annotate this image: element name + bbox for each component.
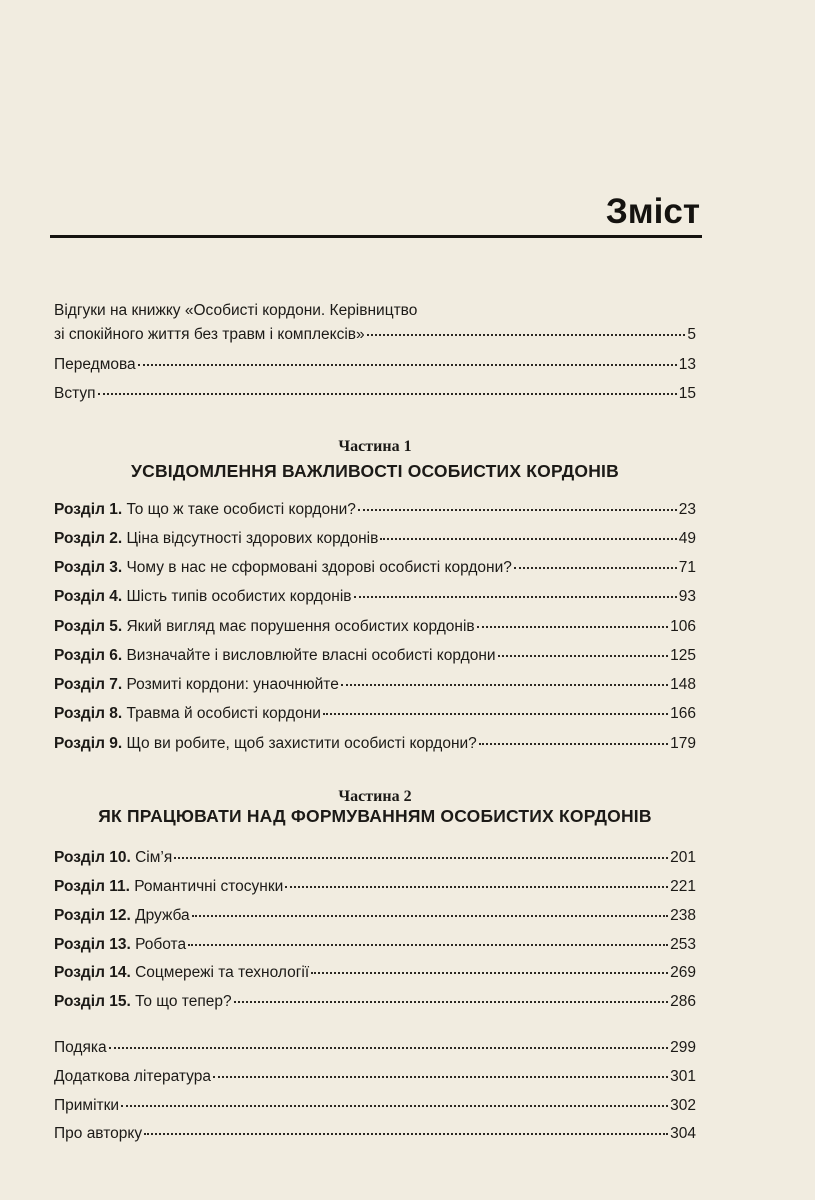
toc-page-number: 286 — [670, 993, 696, 1010]
toc-page-number: 71 — [678, 559, 696, 576]
toc-page-number: 166 — [670, 705, 696, 722]
page-title: Зміст — [605, 192, 700, 231]
dot-leader — [367, 333, 686, 336]
chapter-number: Розділ 5. — [54, 618, 123, 635]
chapter-title: Ціна відсутності здорових кордонів — [126, 530, 379, 547]
toc-page-number: 253 — [670, 936, 696, 953]
chapter-title: Чому в нас не сформовані здорові особисті кордони? — [126, 559, 512, 576]
chapter-number: Розділ 13. — [54, 936, 131, 953]
toc-entry-title: Примітки — [54, 1097, 120, 1114]
dot-leader — [285, 885, 668, 888]
chapter-number: Розділ 14. — [54, 964, 131, 981]
toc-entry-title: Про авторку — [54, 1125, 143, 1142]
dot-leader — [358, 508, 677, 511]
dot-leader — [479, 742, 668, 745]
dot-leader — [121, 1104, 668, 1107]
chapter-number: Розділ 9. — [54, 735, 123, 752]
toc-page-number: 125 — [670, 647, 696, 664]
toc-page-number: 221 — [670, 878, 696, 895]
dot-leader — [213, 1075, 668, 1078]
chapter-number: Розділ 11. — [54, 878, 130, 895]
toc-entry-introduction[interactable] — [54, 384, 696, 404]
chapter-title: Робота — [135, 936, 187, 953]
toc-page-number: 302 — [670, 1097, 696, 1114]
toc-page-number: 238 — [670, 907, 696, 924]
toc-page-number: 15 — [678, 385, 696, 402]
chapter-number: Розділ 12. — [54, 907, 131, 924]
toc-entry-title: Вступ — [54, 385, 96, 402]
part1-label: Частина 1 — [338, 438, 412, 455]
toc-page-number: 5 — [687, 326, 696, 343]
toc-page-number: 148 — [670, 676, 696, 693]
toc-page-number: 13 — [678, 356, 696, 373]
chapter-title: То що тепер? — [135, 993, 232, 1010]
dot-leader — [323, 712, 668, 715]
chapter-title: Шість типів особистих кордонів — [126, 588, 352, 605]
toc-entry-reviews[interactable] — [54, 325, 696, 345]
toc-entry-chapter-12[interactable] — [54, 906, 696, 926]
toc-page-number: 201 — [670, 849, 696, 866]
toc-page-number: 299 — [670, 1039, 696, 1056]
toc-page-number: 93 — [678, 588, 696, 605]
toc-entry-chapter-6[interactable] — [54, 646, 696, 666]
toc-entry-title: Передмова — [54, 356, 136, 373]
toc-entry-chapter-7[interactable] — [54, 675, 696, 695]
toc-entry-title: Додаткова література — [54, 1068, 211, 1085]
chapter-number: Розділ 6. — [54, 647, 123, 664]
toc-entry-chapter-5[interactable] — [54, 617, 696, 637]
chapter-title: Романтичні стосунки — [134, 878, 284, 895]
toc-page-number: 301 — [670, 1068, 696, 1085]
dot-leader — [514, 566, 677, 569]
dot-leader — [380, 537, 676, 540]
part2-title: ЯК ПРАЦЮВАТИ НАД ФОРМУВАННЯМ ОСОБИСТИХ КОРДОНІВ — [98, 806, 652, 826]
toc-page-number: 269 — [670, 964, 696, 981]
toc-page-number: 106 — [670, 618, 696, 635]
part2-label: Частина 2 — [338, 788, 412, 805]
chapter-title: Що ви робите, щоб захистити особисті кордони? — [126, 735, 477, 752]
dot-leader — [234, 1000, 669, 1003]
toc-entry-chapter-14[interactable] — [54, 963, 696, 983]
toc-entry-chapter-11[interactable] — [54, 877, 696, 897]
toc-entry-about-author[interactable] — [54, 1124, 696, 1144]
toc-entry-chapter-9[interactable] — [54, 734, 696, 754]
toc-entry-chapter-13[interactable] — [54, 935, 696, 955]
chapter-title: Розмиті кордони: унаочнюйте — [126, 676, 339, 693]
toc-entry-chapter-3[interactable] — [54, 558, 696, 578]
toc-entry-title: зі спокійного життя без травм і комплексів» — [54, 326, 365, 343]
toc-entry-title: Подяка — [54, 1039, 107, 1056]
toc-entry-chapter-4[interactable] — [54, 587, 696, 607]
toc-entry-chapter-15[interactable] — [54, 992, 696, 1012]
chapter-number: Розділ 2. — [54, 530, 123, 547]
toc-entry-acknowledgements[interactable] — [54, 1038, 696, 1058]
chapter-number: Розділ 4. — [54, 588, 123, 605]
dot-leader — [477, 625, 668, 628]
toc-page-number: 179 — [670, 735, 696, 752]
dot-leader — [109, 1046, 669, 1049]
toc-entry-foreword[interactable] — [54, 355, 696, 375]
dot-leader — [144, 1132, 668, 1135]
dot-leader — [354, 595, 677, 598]
chapter-number: Розділ 7. — [54, 676, 123, 693]
chapter-title: Дружба — [135, 907, 190, 924]
title-rule — [50, 235, 702, 238]
dot-leader — [174, 856, 668, 859]
dot-leader — [311, 971, 668, 974]
chapter-title: Соцмережі та технології — [135, 964, 310, 981]
chapter-title: Травма й особисті кордони — [126, 705, 321, 722]
toc-entry-chapter-8[interactable] — [54, 704, 696, 724]
dot-leader — [98, 392, 677, 395]
chapter-title: Сім’я — [135, 849, 173, 866]
toc-entry-chapter-2[interactable] — [54, 529, 696, 549]
toc-page-number: 23 — [678, 501, 696, 518]
chapter-number: Розділ 15. — [54, 993, 131, 1010]
toc-entry-chapter-1[interactable] — [54, 500, 696, 520]
chapter-number: Розділ 1. — [54, 501, 123, 518]
dot-leader — [138, 363, 677, 366]
chapter-title: Визначайте і висловлюйте власні особисті кордони — [126, 647, 496, 664]
chapter-title: Який вигляд має порушення особистих кордонів — [126, 618, 475, 635]
toc-page-number: 304 — [670, 1125, 696, 1142]
dot-leader — [188, 943, 668, 946]
dot-leader — [341, 683, 668, 686]
chapter-number: Розділ 10. — [54, 849, 131, 866]
toc-entry-chapter-10[interactable] — [54, 848, 696, 868]
dot-leader — [192, 914, 668, 917]
chapter-title: То що ж таке особисті кордони? — [126, 501, 356, 518]
chapter-number: Розділ 3. — [54, 559, 123, 576]
toc-entry-notes[interactable] — [54, 1096, 696, 1116]
dot-leader — [498, 654, 669, 657]
toc-entry-further-reading[interactable] — [54, 1067, 696, 1087]
chapter-number: Розділ 8. — [54, 705, 123, 722]
part1-title: УСВІДОМЛЕННЯ ВАЖЛИВОСТІ ОСОБИСТИХ КОРДОНІВ — [131, 461, 619, 481]
toc-page-number: 49 — [678, 530, 696, 547]
toc-entry-line1: Відгуки на книжку «Особисті кордони. Керівництво — [54, 302, 418, 319]
